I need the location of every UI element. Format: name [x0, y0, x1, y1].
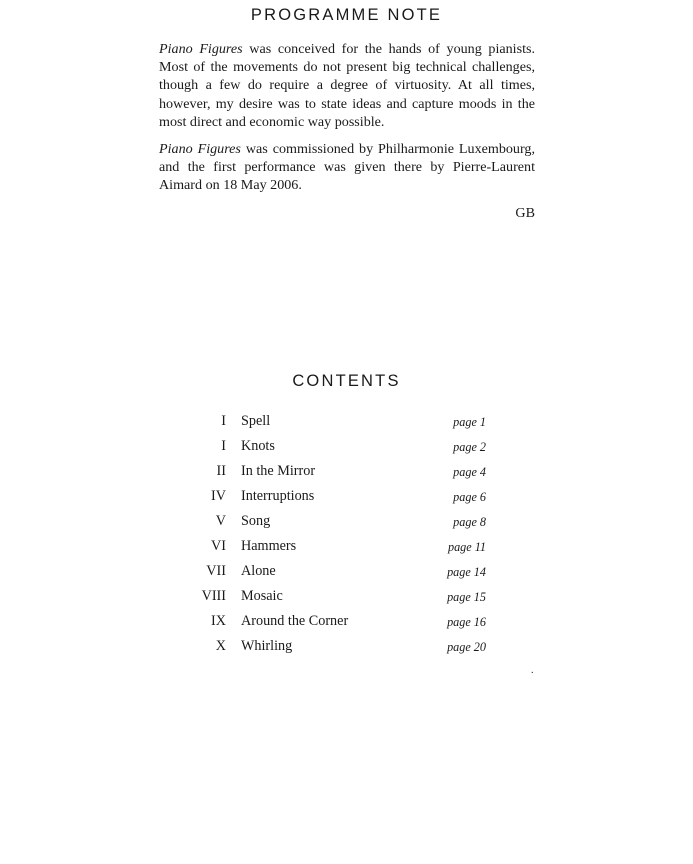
- movement-number: I: [221, 413, 226, 429]
- note-paragraph-2-text: was commissioned by Philharmonie Luxembourg, and the first performance was given there by Pierre-Laurent Aimard on 18 May 2006.: [159, 141, 535, 194]
- movement-number: X: [215, 638, 226, 654]
- stray-mark: .: [531, 665, 534, 676]
- movement-title: Mosaic: [241, 588, 283, 604]
- movement-title: Song: [241, 513, 271, 529]
- movement-number: VIII: [201, 588, 226, 604]
- note-paragraph-2: [159, 140, 535, 195]
- contents-heading: CONTENTS: [292, 372, 401, 390]
- movement-number: I: [221, 438, 226, 454]
- toc-entry: [150, 560, 490, 585]
- movement-title: Knots: [241, 438, 275, 454]
- page-reference: page 4: [453, 465, 486, 479]
- movement-title: Hammers: [241, 538, 297, 554]
- toc-entry: [150, 585, 490, 610]
- contents-list: [150, 410, 490, 660]
- toc-entry: [150, 610, 490, 635]
- page-reference: page 20: [447, 640, 486, 654]
- page-reference: page 8: [453, 515, 486, 529]
- movement-title: Around the Corner: [241, 613, 349, 629]
- page-reference: page 1: [453, 415, 486, 429]
- movement-number: VI: [211, 538, 226, 554]
- page-reference: page 16: [447, 615, 486, 629]
- toc-entry: [150, 460, 490, 485]
- toc-entry: [150, 510, 490, 535]
- movement-number: V: [215, 513, 226, 529]
- movement-title: In the Mirror: [241, 463, 316, 479]
- movement-title: Alone: [241, 563, 276, 579]
- movement-number: IV: [211, 488, 226, 504]
- movement-title: Interruptions: [241, 488, 315, 504]
- toc-entry: [150, 435, 490, 460]
- movement-number: IX: [211, 613, 226, 629]
- toc-entry: [150, 485, 490, 510]
- toc-entry: [150, 635, 490, 660]
- note-paragraph-1-text: was conceived for the hands of young pianists. Most of the movements do not present big technical challenges, though a few do require a degree of virtuosity. At all times, however, my desire was to state ideas and capture moods in the most direct and economic way possible.: [159, 41, 535, 130]
- toc-entry: [150, 410, 490, 435]
- movement-title: Whirling: [241, 638, 293, 654]
- movement-number: II: [216, 463, 226, 479]
- page-reference: page 11: [447, 540, 486, 554]
- work-title: Piano Figures: [159, 41, 243, 57]
- page-reference: page 15: [447, 590, 486, 604]
- movement-title: Spell: [241, 413, 271, 429]
- programme-note-heading: PROGRAMME NOTE: [250, 6, 443, 24]
- page-reference: page 2: [453, 440, 486, 454]
- page-reference: page 14: [447, 565, 486, 579]
- programme-note-body: [159, 40, 535, 222]
- page-reference: page 6: [453, 490, 486, 504]
- toc-entry: [150, 535, 490, 560]
- work-title: Piano Figures: [159, 141, 241, 158]
- author-initials: GB: [515, 204, 535, 221]
- note-paragraph-1: [159, 40, 535, 131]
- movement-number: VII: [206, 563, 226, 579]
